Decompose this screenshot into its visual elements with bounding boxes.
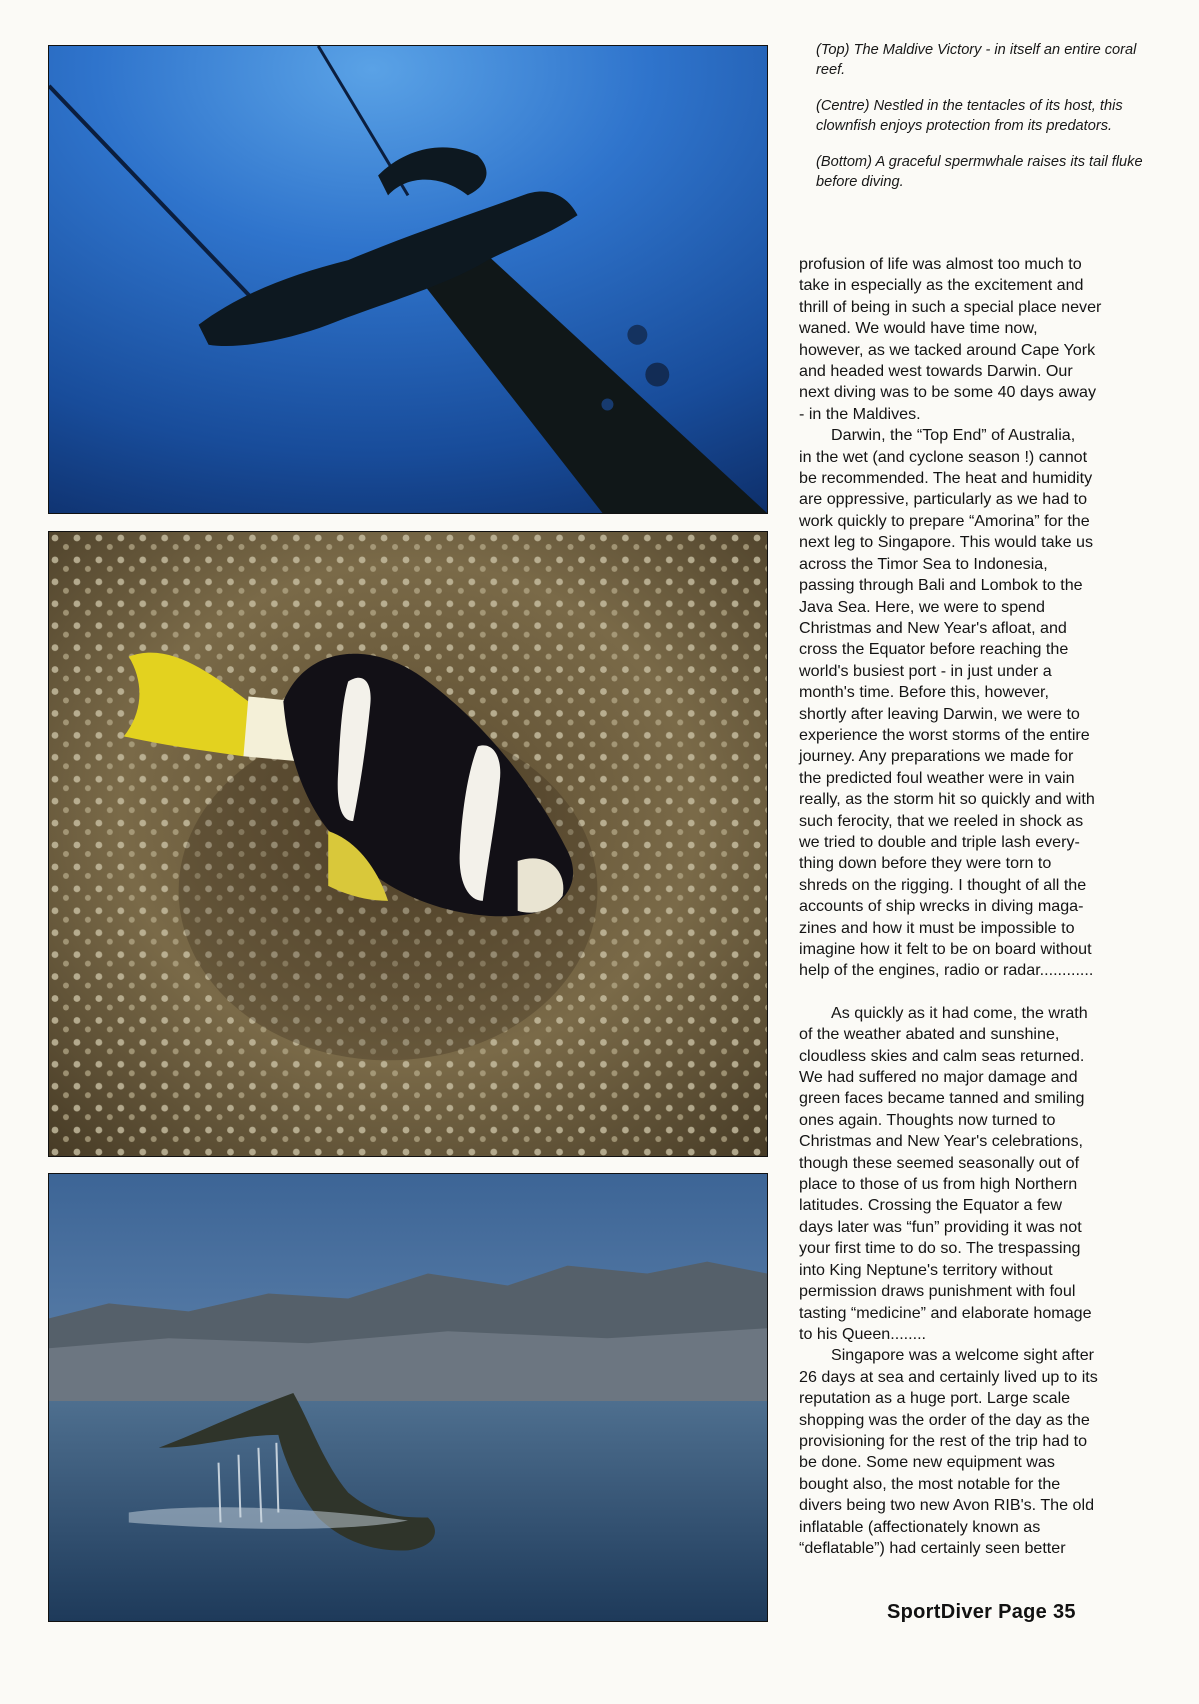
page-footer: SportDiver Page 35 bbox=[887, 1601, 1076, 1623]
caption-top: (Top) The Maldive Victory - in itself an entire coral reef. bbox=[816, 42, 1137, 78]
article-paragraph-4: Singapore was a welcome sight after 26 days at sea and certainly lived up to its reputation as a huge port. Large scale shopping was the order of the day as the provisioning for the rest of the trip had to be done. Some new equipment was bought also, the most notable for the divers being two new Avon RIB's. The old inflatable (affectionately known as “deflatable”) had certainly seen better bbox=[799, 1346, 1098, 1557]
photo-captions bbox=[816, 40, 1161, 208]
article-paragraph-2: Darwin, the “Top End” of Australia, in the wet (and cyclone season !) cannot be recommended. The heat and humidity are oppressive, particularly as we had to work quickly to prepare “Amorina” for the next leg to Singapore. This would take us across the Timor Sea to Indonesia, passing through Bali and Lombok to the Java Sea. Here, we were to spend Christmas and New Year's afloat, and cross the Equator before reaching the world's busiest port - in just under a month's time. Before this, however, shortly after leaving Darwin, we were to experience the worst storms of the entire journey. Any preparations we made for the predicted foul weather were in vain really, as the storm hit so quickly and with such ferocity, that we reeled in shock as we tried to double and triple lash every- thing down before they were torn to shreds on the rigging. I thought of all the accounts of ship wrecks in diving maga- zines and how it must be impossible to imagine how it felt to be on board without help of the engines, radio or radar............ bbox=[799, 426, 1095, 980]
article-paragraph-3: As quickly as it had come, the wrath of the weather abated and sunshine, cloudless skies and calm seas returned. We had suffered no major damage and green faces became tanned and smiling ones again. Thoughts now turned to Christmas and New Year's celebrations, though these seemed seasonally out of place to those of us from high Northern latitudes. Crossing the Equator a few days later was “fun” providing it was not your first time to do so. The trespassing into King Neptune's territory without permission draws punishment with foul tasting “medicine” and elaborate homage to his Queen........ bbox=[799, 1003, 1092, 1343]
article-body bbox=[799, 254, 1155, 1559]
caption-bottom: (Bottom) A graceful spermwhale raises its tail fluke before diving. bbox=[816, 154, 1143, 190]
photo-wreck-maldive-victory bbox=[48, 45, 768, 514]
caption-centre: (Centre) Nestled in the tentacles of its host, this clownfish enjoys protection from its predators. bbox=[816, 98, 1123, 134]
photo-clownfish-anemone bbox=[48, 531, 768, 1157]
photo-spermwhale-fluke bbox=[48, 1173, 768, 1622]
article-paragraph-1: profusion of life was almost too much to take in especially as the excitement and thrill of being in such a special place never waned. We would have time now, however, as we tacked around Cape York and headed west towards Darwin. Our next diving was to be some 40 days away - in the Maldives. bbox=[799, 255, 1102, 423]
